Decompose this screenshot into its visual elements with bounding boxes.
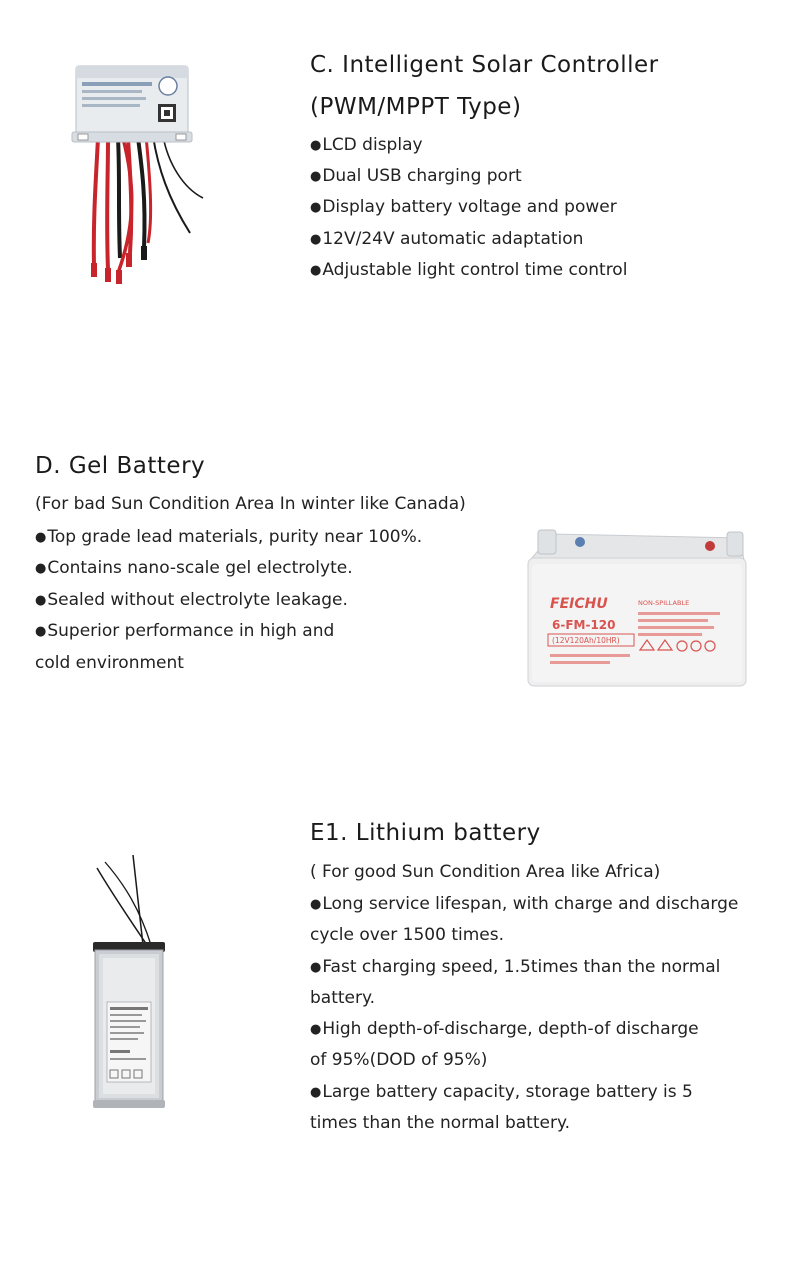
gel-battery-feature: ● Top grade lead materials, purity near 100%. xyxy=(35,522,422,554)
lithium-feature-continued: cycle over 1500 times. xyxy=(310,925,504,945)
gel-battery-tag: NON-SPILLABLE xyxy=(638,599,690,607)
solar-controller-illustration xyxy=(58,48,208,298)
lithium-battery-subtitle: ( For good Sun Condition Area like Africa) xyxy=(310,862,661,882)
gel-battery-image xyxy=(522,528,750,690)
lithium-feature-continued: battery. xyxy=(310,988,376,1008)
gel-battery-model: 6-FM-120 xyxy=(552,618,616,632)
lithium-battery-illustration xyxy=(85,850,175,1150)
gel-battery-feature: ● Superior performance in high and xyxy=(35,616,334,648)
solar-controller-image xyxy=(58,48,208,298)
gel-battery-spec: (12V120Ah/10HR) xyxy=(552,636,620,645)
controller-feature: ● Adjustable light control time control xyxy=(310,255,627,287)
lithium-feature-continued: times than the normal battery. xyxy=(310,1113,571,1133)
lithium-feature: ● High depth-of-discharge, depth-of discharge xyxy=(310,1014,699,1046)
lithium-feature: ● Long service lifespan, with charge and discharge xyxy=(310,889,738,921)
gel-battery-feature: ● Contains nano-scale gel electrolyte. xyxy=(35,553,353,585)
lithium-feature: ● Fast charging speed, 1.5times than the normal xyxy=(310,952,720,984)
controller-feature: ● 12V/24V automatic adaptation xyxy=(310,224,583,256)
gel-battery-title: D. Gel Battery xyxy=(35,453,206,479)
controller-title-type: (PWM/MPPT Type) xyxy=(310,94,522,120)
lithium-battery-section xyxy=(0,810,790,1170)
lithium-battery-title: E1. Lithium battery xyxy=(310,820,541,846)
gel-battery-feature: ● Sealed without electrolyte leakage. xyxy=(35,585,348,617)
lithium-feature: ● Large battery capacity, storage battery is 5 xyxy=(310,1077,693,1109)
controller-feature: ● Display battery voltage and power xyxy=(310,192,617,224)
gel-battery-feature-continued: cold environment xyxy=(35,653,184,673)
lithium-battery-image xyxy=(85,850,175,1150)
gel-battery-illustration xyxy=(522,528,750,690)
solar-controller-section xyxy=(0,0,790,360)
gel-battery-brand: FEICHU xyxy=(550,596,608,612)
lithium-feature-continued: of 95%(DOD of 95%) xyxy=(310,1050,488,1070)
controller-feature: ● LCD display xyxy=(310,130,423,162)
gel-battery-section xyxy=(0,440,790,700)
gel-battery-subtitle: (For bad Sun Condition Area In winter like Canada) xyxy=(35,494,466,514)
controller-feature: ● Dual USB charging port xyxy=(310,161,522,193)
controller-title: C. Intelligent Solar Controller xyxy=(310,52,659,78)
